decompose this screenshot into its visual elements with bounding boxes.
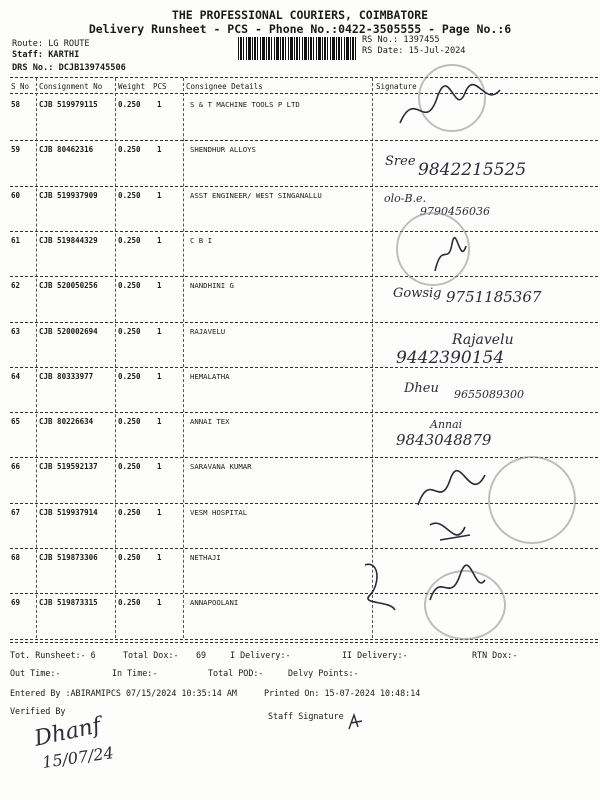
col-divider <box>372 78 373 638</box>
handwritten-phone: 9751185367 <box>446 288 542 306</box>
col-header-signature: Signature <box>376 82 417 91</box>
row-consignment-no: CJB 80333977 <box>39 371 94 381</box>
row-weight: 0.250 <box>118 190 141 200</box>
row-pcs: 1 <box>157 507 162 517</box>
rs-number: RS No.: 1397455 <box>362 35 440 45</box>
row-rule <box>10 367 598 368</box>
row-sno: 62 <box>11 281 21 291</box>
row-rule <box>10 186 598 187</box>
row-weight: 0.250 <box>118 417 141 427</box>
row-pcs: 1 <box>157 326 162 336</box>
footer-rule <box>10 642 598 643</box>
row-weight: 0.250 <box>118 598 141 608</box>
row-pcs: 1 <box>157 598 162 608</box>
row-consignment-no: CJB 520050256 <box>39 281 98 291</box>
company-title: THE PROFESSIONAL COURIERS, COIMBATORE <box>171 8 429 22</box>
route-label: Route: LG ROUTE <box>12 39 90 49</box>
row-consignee: SARAVANA KUMAR <box>190 462 252 472</box>
runsheet-subtitle: Delivery Runsheet - PCS - Phone No.:0422-3505555 - Page No.:6 <box>88 22 512 36</box>
row-pcs: 1 <box>157 281 162 291</box>
ii-delivery: II Delivery:- <box>342 650 408 660</box>
row-rule <box>10 412 598 413</box>
staff-signature-scribble <box>346 712 366 732</box>
row-sno: 60 <box>11 190 21 200</box>
signature-scribble <box>395 78 505 138</box>
handwritten-text: Sree <box>385 154 416 169</box>
rs-date: RS Date: 15-Jul-2024 <box>362 46 466 56</box>
row-pcs: 1 <box>157 145 162 155</box>
row-weight: 0.250 <box>118 326 141 336</box>
row-sno: 64 <box>11 371 21 381</box>
entered-by: Entered By :ABIRAMIPCS 07/15/2024 10:35:14 AM <box>10 688 237 698</box>
row-weight: 0.250 <box>118 371 141 381</box>
row-consignment-no: CJB 519844329 <box>39 235 98 245</box>
row-consignee: NETHAJI <box>190 553 221 562</box>
out-time: Out Time:- <box>10 668 61 678</box>
row-pcs: 1 <box>157 417 162 427</box>
col-header-weight: Weight <box>118 82 146 91</box>
col-header-sno: S No <box>11 82 30 91</box>
row-pcs: 1 <box>157 553 162 562</box>
row-rule <box>10 140 598 141</box>
row-sno: 65 <box>11 417 21 427</box>
total-dox-label: Total Dox:- <box>123 650 179 660</box>
delvy-points: Delvy Points:- <box>288 668 359 678</box>
handwritten-phone: 9842215525 <box>418 160 527 180</box>
row-rule <box>10 231 598 232</box>
verified-by: Verified By <box>10 706 66 716</box>
signature-scribble <box>410 465 510 555</box>
row-consignment-no: CJB 519873315 <box>39 598 98 608</box>
row-weight: 0.250 <box>118 235 141 245</box>
row-consignee: S & T MACHINE TOOLS P LTD <box>190 100 300 109</box>
row-pcs: 1 <box>157 462 162 472</box>
col-divider <box>115 78 116 638</box>
rtn-dox: RTN Dox:- <box>472 650 518 660</box>
row-sno: 59 <box>11 145 21 155</box>
row-consignee: ANNAPOOLANI <box>190 598 239 608</box>
col-header-consignment: Consignment No <box>39 82 103 91</box>
in-time: In Time:- <box>112 668 158 678</box>
row-weight: 0.250 <box>118 145 141 155</box>
row-pcs: 1 <box>157 190 162 200</box>
table-top-rule <box>10 77 598 78</box>
row-weight: 0.250 <box>118 462 141 472</box>
row-consignment-no: CJB 519937909 <box>39 190 98 200</box>
row-consignment-no: CJB 519937914 <box>39 507 98 517</box>
row-consignment-no: CJB 519873306 <box>39 553 98 562</box>
col-divider <box>36 78 37 638</box>
printed-on: Printed On: 15-07-2024 10:48:14 <box>264 688 421 698</box>
verified-date: 15/07/24 <box>41 743 115 772</box>
row-rule <box>10 593 598 594</box>
row-sno: 67 <box>11 507 21 517</box>
col-header-pcs: PCS <box>153 82 167 91</box>
row-consignee: ANNAI TEX <box>190 417 230 427</box>
row-sno: 66 <box>11 462 21 472</box>
handwritten-phone: 9843048879 <box>396 431 492 449</box>
row-pcs: 1 <box>157 235 162 245</box>
row-rule <box>10 457 598 458</box>
row-consignee: VESM HOSPITAL <box>190 507 248 517</box>
row-pcs: 1 <box>157 371 162 381</box>
handwritten-phone: 9442390154 <box>396 348 505 368</box>
handwritten-text: Dheu <box>404 381 439 396</box>
handwritten-text: Rajavelu <box>452 332 514 348</box>
row-consignee: SHENDHUR ALLOYS <box>190 145 256 155</box>
row-rule <box>10 322 598 323</box>
signature-scribble <box>360 555 490 615</box>
barcode <box>238 37 356 60</box>
row-pcs: 1 <box>157 100 162 109</box>
row-consignment-no: CJB 520002694 <box>39 326 98 336</box>
row-sno: 61 <box>11 235 21 245</box>
drs-number: DRS No.: DCJB139745506 <box>12 63 126 73</box>
staff-signature: Staff Signature <box>268 711 344 721</box>
row-consignee: C B I <box>190 235 212 245</box>
total-pod: Total POD:- <box>208 668 264 678</box>
signature-scribble <box>430 236 470 276</box>
handwritten-phone: 9790456036 <box>420 205 490 218</box>
table-header-rule <box>10 93 598 94</box>
handwritten-text: olo-B.e. <box>384 192 427 205</box>
handwritten-text: Gowsig <box>393 286 442 301</box>
staff-label: Staff: KARTHI <box>12 50 80 60</box>
verified-signature: Dhanf <box>32 713 104 752</box>
row-rule <box>10 276 598 277</box>
col-divider <box>183 78 184 638</box>
row-sno: 68 <box>11 553 21 562</box>
handwritten-text: Annai <box>430 418 463 431</box>
row-weight: 0.250 <box>118 553 141 562</box>
row-sno: 63 <box>11 326 21 336</box>
i-delivery: I Delivery:- <box>230 650 291 660</box>
row-weight: 0.250 <box>118 507 141 517</box>
row-sno: 58 <box>11 100 21 109</box>
row-consignee: RAJAVELU <box>190 326 226 336</box>
row-rule <box>10 639 598 640</box>
handwritten-phone: 9655089300 <box>454 388 524 401</box>
total-dox-value: 69 <box>196 650 207 660</box>
row-consignee: HEMALATHA <box>190 371 230 381</box>
row-consignee: NANDHINI G <box>190 281 234 291</box>
row-consignment-no: CJB 80226634 <box>39 417 94 427</box>
row-consignment-no: CJB 519592137 <box>39 462 98 472</box>
row-sno: 69 <box>11 598 21 608</box>
row-weight: 0.250 <box>118 100 141 109</box>
row-consignment-no: CJB 80462316 <box>39 145 94 155</box>
tot-runsheet: Tot. Runsheet:- 6 <box>10 650 96 660</box>
col-header-consignee: Consignee Details <box>186 82 263 91</box>
row-consignment-no: CJB 519979115 <box>39 100 98 109</box>
row-consignee: ASST ENGINEER/ WEST SINGANALLU <box>190 190 322 200</box>
row-weight: 0.250 <box>118 281 141 291</box>
